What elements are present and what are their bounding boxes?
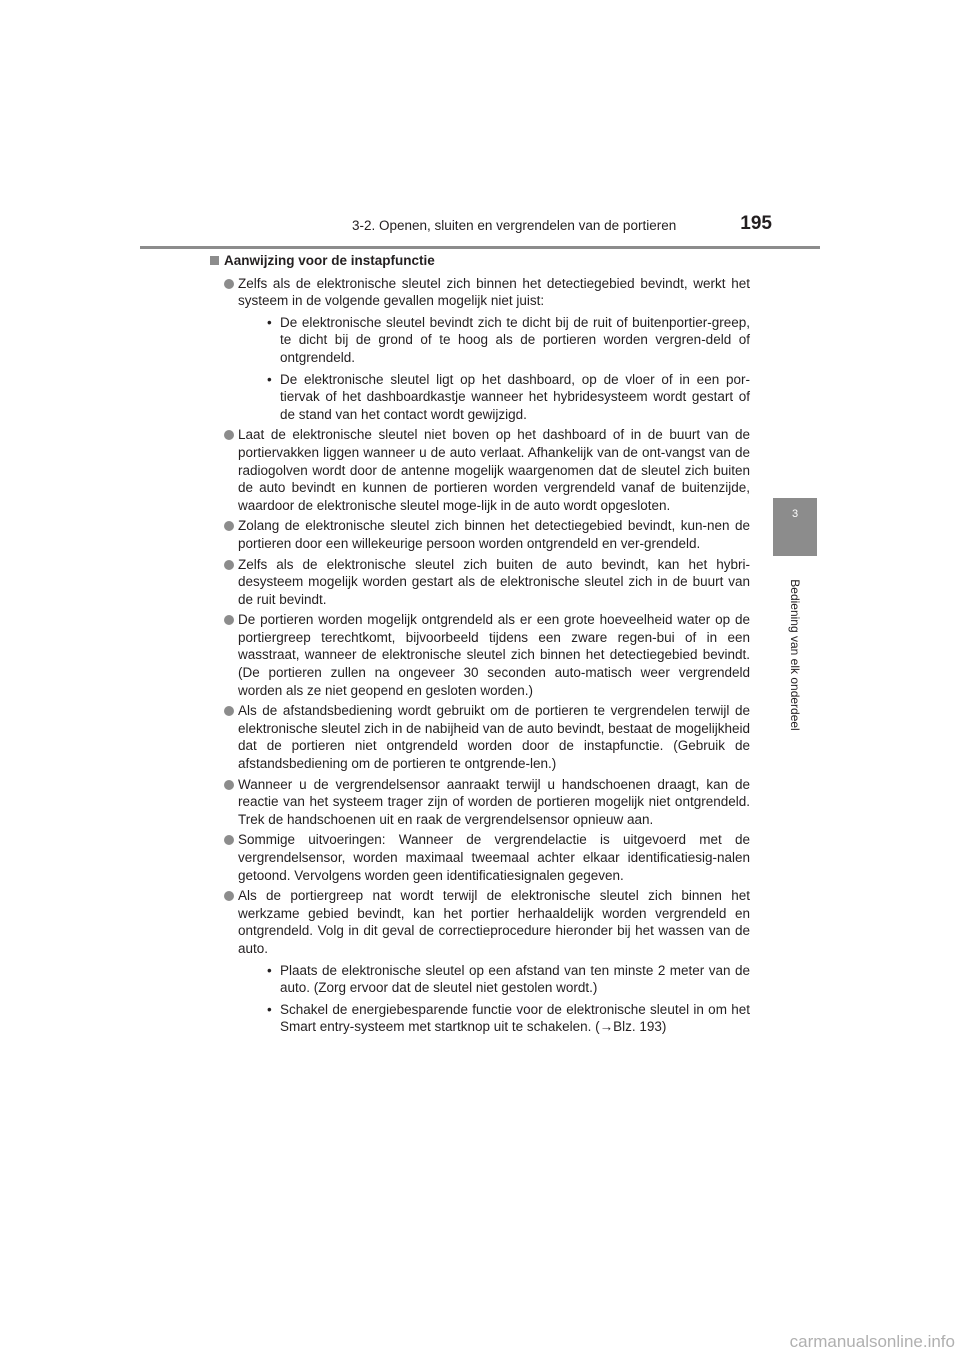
bullet-dot-icon xyxy=(224,615,234,625)
sub-item-text: De elektronische sleutel ligt op het dashboard, op de vloer of in een por-tiervak of het dashboardkastje wanneer het hybridesysteem wordt gestart of de stand van het contact wordt gewijzigd. xyxy=(280,371,750,422)
sub-bullet-icon: • xyxy=(267,962,272,978)
bullet-item xyxy=(210,776,750,829)
bullet-dot-icon xyxy=(224,835,234,845)
arrow-right-icon: → xyxy=(599,1019,614,1035)
page-content xyxy=(210,252,750,1039)
bullet-dot-icon xyxy=(224,430,234,440)
sub-bullet-icon: • xyxy=(267,314,272,330)
bullet-item xyxy=(210,611,750,699)
sub-item xyxy=(238,371,750,424)
bullet-text: Sommige uitvoeringen: Wanneer de vergrendelactie is uitgevoerd met de vergrendelsensor, worden maximaal tweemaal achter elkaar identificatiesig-nalen getoond. Vervolgens worden geen identificatiesignalen gegeven. xyxy=(238,832,750,883)
section-heading xyxy=(210,252,750,270)
sub-list xyxy=(238,962,750,1036)
bullet-text: Als de portiergreep nat wordt terwijl de elektronische sleutel zich binnen het werkzame gebied bevindt, kan het portier herhaaldelijk worden vergrendeld en ontgrendeld. Volg in dit geval de correctieprocedure hieronder bij het wassen van de auto. xyxy=(238,888,750,956)
watermark: carmanualsonline.info xyxy=(789,1332,955,1351)
bullet-text: Zolang de elektronische sleutel zich binnen het detectiegebied bevindt, kun-nen de portieren door een willekeurige persoon worden ontgrendeld en ver-grendeld. xyxy=(238,518,750,551)
bullet-item xyxy=(210,887,750,1036)
chapter-title: 3-2. Openen, sluiten en vergrendelen van de portieren xyxy=(352,218,677,233)
page-number: 195 xyxy=(740,213,772,234)
bullet-dot-icon xyxy=(224,780,234,790)
bullet-text: De portieren worden mogelijk ontgrendeld als er een grote hoeveelheid water op de portiergreep terechtkomt, bijvoorbeeld tijdens een zware regen-bui of in een wasstraat, wanneer de elektronische sleutel zich binnen het detectiegebied bevindt. (De portieren zullen na ongeveer 30 seconden auto-matisch weer vergrendeld worden als ze niet geopend en gesloten worden.) xyxy=(238,612,750,698)
sub-item-text: Plaats de elektronische sleutel op een afstand van ten minste 2 meter van de auto. (Zorg ervoor dat de sleutel niet gestolen wordt.) xyxy=(280,962,750,996)
chapter-tab xyxy=(773,498,817,556)
bullet-text: Zelfs als de elektronische sleutel zich binnen het detectiegebied bevindt, werkt het systeem in de volgende gevallen mogelijk niet juist: xyxy=(238,275,750,309)
sub-item xyxy=(238,1001,750,1036)
sub-bullet-icon: • xyxy=(267,371,272,387)
sub-item-text: De elektronische sleutel bevindt zich te dicht bij de ruit of buitenportier-greep, te dicht bij de grond of te hoog als de portieren worden vergren-deld of ontgrendeld. xyxy=(280,314,750,365)
bullet-text: Als de afstandsbediening wordt gebruikt om de portieren te vergrendelen terwijl de elektronische sleutel zich in de nabijheid van de auto bevindt, bestaat de mogelijkheid dat de portieren niet ontgrendeld worden door de instapfunctie. (Gebruik de afstandsbediening om de portieren te ontgrende-len.) xyxy=(238,703,750,772)
bullet-item xyxy=(210,517,750,552)
sub-bullet-icon: • xyxy=(267,1001,272,1017)
bullet-item xyxy=(210,275,750,424)
bullet-dot-icon xyxy=(224,706,234,716)
square-bullet-icon xyxy=(210,256,219,265)
sub-list xyxy=(238,314,750,424)
closing-paren: ) xyxy=(661,1019,667,1035)
bullet-item xyxy=(210,556,750,609)
page-header xyxy=(140,213,820,249)
page-reference-link[interactable] xyxy=(600,1019,662,1034)
bullet-dot-icon xyxy=(224,279,234,289)
bullet-dot-icon xyxy=(224,891,234,901)
chapter-side-label: Bediening van elk onderdeel xyxy=(788,579,802,731)
bullet-dot-icon xyxy=(224,560,234,570)
chapter-tab-number: 3 xyxy=(791,508,799,520)
bullet-text: Wanneer u de vergrendelsensor aanraakt terwijl u handschoenen draagt, kan de reactie van het systeem trager zijn of worden de portieren mogelijk niet ontgrendeld. Trek de handschoenen uit en raak de vergrendelsensor opnieuw aan. xyxy=(238,776,750,827)
sub-item-text: Schakel de energiebesparende functie voor de elektronische sleutel in om het Smart entry-systeem met startknop uit te schakelen. ( xyxy=(280,1001,750,1035)
bullet-text: Laat de elektronische sleutel niet boven op het dashboard of in de buurt van de portiervakken liggen wanneer u de auto verlaat. Afhankelijk van de ont-vangst van de radiogolven wordt door de antenne mogelijk waargenomen dat de sleutel zich buiten de auto bevindt en kunnen de portieren worden vergrendeld vanaf de buitenzijde, waardoor de elektronische sleutel moge-lijk in de auto wordt opgesloten. xyxy=(238,427,750,513)
sub-item xyxy=(238,962,750,997)
sub-item xyxy=(238,314,750,367)
bullet-item xyxy=(210,702,750,772)
bullet-text: Zelfs als de elektronische sleutel zich buiten de auto bevindt, kan het hybri-desysteem mogelijk worden gestart als de elektronische sleutel zich in de buurt van de ruit bevindt. xyxy=(238,556,750,607)
section-heading-text: Aanwijzing voor de instapfunctie xyxy=(224,253,435,268)
bullet-item xyxy=(210,831,750,884)
bullet-dot-icon xyxy=(224,521,234,531)
bullet-item xyxy=(210,426,750,514)
page-reference-text: Blz. 193 xyxy=(613,1019,662,1035)
